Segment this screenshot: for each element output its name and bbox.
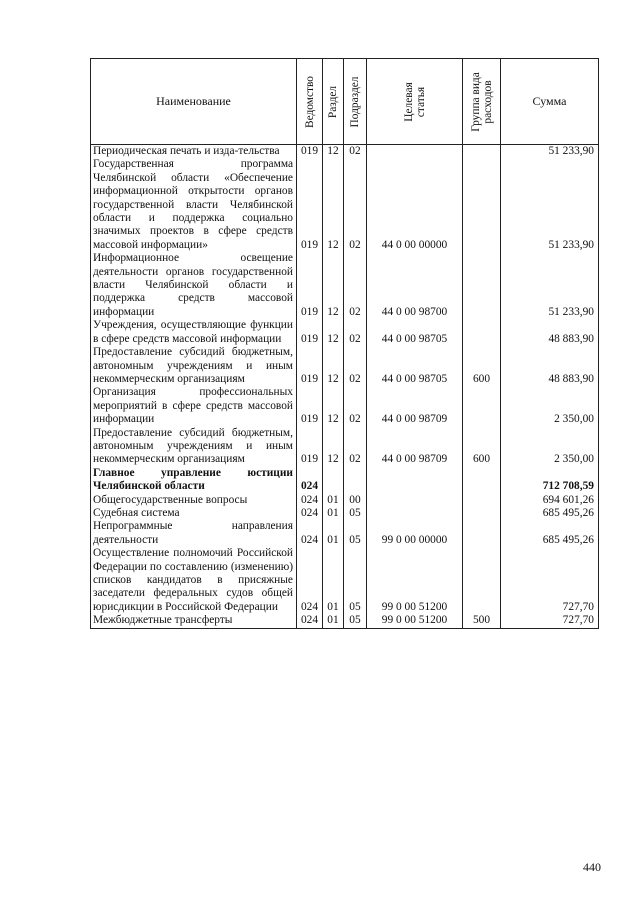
row-name: Непрограммные направления деятельности	[91, 520, 297, 547]
row-celevaya-statya: 44 0 00 98700	[367, 252, 463, 319]
row-summa: 51 233,90	[501, 252, 599, 319]
row-razdel: 12	[323, 145, 344, 159]
header-razdel: Раздел	[323, 59, 344, 145]
row-razdel: 12	[323, 252, 344, 319]
table-row	[91, 427, 599, 467]
row-name: Информационное освещение деятельности органов государственной власти Челябинской области и поддержка средств массовой информации	[91, 252, 297, 319]
row-summa: 694 601,26	[501, 494, 599, 507]
header-podrazdel: Подраздел	[344, 59, 367, 145]
row-vedomstvo: 019	[297, 319, 323, 346]
header-summa: Сумма	[501, 59, 599, 145]
row-razdel: 01	[323, 507, 344, 520]
row-vedomstvo: 019	[297, 386, 323, 426]
table-body	[91, 145, 599, 629]
row-razdel: 01	[323, 614, 344, 628]
header-vedomstvo: Ведомство	[297, 59, 323, 145]
header-name: Наименование	[91, 59, 297, 145]
row-celevaya-statya: 44 0 00 98709	[367, 386, 463, 426]
row-name: Предоставление субсидий бюджетным, автономным учреждениям и иным некоммерческим организациям	[91, 427, 297, 467]
row-vedomstvo: 019	[297, 145, 323, 159]
row-vedomstvo: 024	[297, 507, 323, 520]
row-razdel	[323, 467, 344, 494]
row-podrazdel: 02	[344, 319, 367, 346]
row-summa: 48 883,90	[501, 319, 599, 346]
table-row	[91, 467, 599, 494]
row-vedomstvo: 024	[297, 547, 323, 614]
table-row	[91, 346, 599, 386]
row-celevaya-statya: 44 0 00 98709	[367, 427, 463, 467]
row-summa: 2 350,00	[501, 427, 599, 467]
row-celevaya-statya: 99 0 00 51200	[367, 547, 463, 614]
row-razdel: 01	[323, 547, 344, 614]
row-summa: 712 708,59	[501, 467, 599, 494]
row-summa: 48 883,90	[501, 346, 599, 386]
row-podrazdel: 02	[344, 145, 367, 159]
row-summa: 51 233,90	[501, 158, 599, 252]
table-header	[91, 59, 599, 145]
table-row	[91, 252, 599, 319]
row-podrazdel: 00	[344, 494, 367, 507]
row-celevaya-statya	[367, 145, 463, 159]
row-vedomstvo: 019	[297, 158, 323, 252]
header-gruppa-vida-rashodov: Группа вида расходов	[463, 59, 501, 145]
row-gruppa	[463, 494, 501, 507]
row-podrazdel: 02	[344, 386, 367, 426]
row-razdel: 12	[323, 346, 344, 386]
table-row	[91, 520, 599, 547]
row-gruppa	[463, 386, 501, 426]
row-razdel: 12	[323, 386, 344, 426]
row-vedomstvo: 019	[297, 252, 323, 319]
row-celevaya-statya: 44 0 00 98705	[367, 319, 463, 346]
table-row	[91, 614, 599, 628]
row-gruppa	[463, 547, 501, 614]
row-razdel: 01	[323, 494, 344, 507]
row-celevaya-statya: 99 0 00 00000	[367, 520, 463, 547]
table-row	[91, 547, 599, 614]
row-razdel: 01	[323, 520, 344, 547]
row-gruppa	[463, 467, 501, 494]
row-gruppa	[463, 145, 501, 159]
row-podrazdel: 05	[344, 520, 367, 547]
row-podrazdel: 05	[344, 547, 367, 614]
row-name: Межбюджетные трансферты	[91, 614, 297, 628]
row-podrazdel	[344, 467, 367, 494]
table-row	[91, 319, 599, 346]
row-name: Осуществление полномочий Российской Федерации по составлению (изменению) списков кандидатов в присяжные заседатели федеральных судов общей юрисдикции в Российской Федерации	[91, 547, 297, 614]
row-vedomstvo: 024	[297, 520, 323, 547]
row-name: Периодическая печать и изда-тельства	[91, 145, 297, 159]
table-row	[91, 158, 599, 252]
row-name: Организация профессиональных мероприятий в сфере средств массовой информации	[91, 386, 297, 426]
row-summa: 685 495,26	[501, 520, 599, 547]
row-name: Судебная система	[91, 507, 297, 520]
row-gruppa	[463, 158, 501, 252]
row-podrazdel: 02	[344, 346, 367, 386]
row-gruppa	[463, 252, 501, 319]
page-number: 440	[583, 860, 601, 874]
table-row	[91, 507, 599, 520]
row-summa: 2 350,00	[501, 386, 599, 426]
row-gruppa	[463, 520, 501, 547]
row-podrazdel: 02	[344, 427, 367, 467]
row-gruppa	[463, 319, 501, 346]
row-vedomstvo: 024	[297, 494, 323, 507]
row-gruppa: 600	[463, 427, 501, 467]
row-celevaya-statya	[367, 467, 463, 494]
row-gruppa: 500	[463, 614, 501, 628]
table-row	[91, 145, 599, 159]
row-razdel: 12	[323, 158, 344, 252]
row-vedomstvo: 024	[297, 467, 323, 494]
row-podrazdel: 02	[344, 252, 367, 319]
row-razdel: 12	[323, 427, 344, 467]
row-podrazdel: 05	[344, 507, 367, 520]
table-row	[91, 494, 599, 507]
row-name: Учреждения, осуществляющие функции в сфере средств массовой информации	[91, 319, 297, 346]
row-razdel: 12	[323, 319, 344, 346]
row-gruppa: 600	[463, 346, 501, 386]
row-name: Главное управление юстиции Челябинской области	[91, 467, 297, 494]
row-celevaya-statya	[367, 494, 463, 507]
row-name: Общегосударственные вопросы	[91, 494, 297, 507]
row-summa: 51 233,90	[501, 145, 599, 159]
row-celevaya-statya: 99 0 00 51200	[367, 614, 463, 628]
row-vedomstvo: 019	[297, 346, 323, 386]
row-celevaya-statya: 44 0 00 98705	[367, 346, 463, 386]
row-celevaya-statya	[367, 507, 463, 520]
row-summa: 685 495,26	[501, 507, 599, 520]
budget-table	[90, 58, 599, 629]
row-summa: 727,70	[501, 547, 599, 614]
row-podrazdel: 05	[344, 614, 367, 628]
row-celevaya-statya: 44 0 00 00000	[367, 158, 463, 252]
row-vedomstvo: 019	[297, 427, 323, 467]
row-name: Предоставление субсидий бюджетным, автономным учреждениям и иным некоммерческим организациям	[91, 346, 297, 386]
row-vedomstvo: 024	[297, 614, 323, 628]
table-row	[91, 386, 599, 426]
row-gruppa	[463, 507, 501, 520]
header-celevaya-statya: Целевая статья	[367, 59, 463, 145]
row-name: Государственная программа Челябинской области «Обеспечение информационной открытости органов государственной власти Челябинской области и поддержка социально значимых проектов в сфере средств массовой информации»	[91, 158, 297, 252]
row-podrazdel: 02	[344, 158, 367, 252]
row-summa: 727,70	[501, 614, 599, 628]
